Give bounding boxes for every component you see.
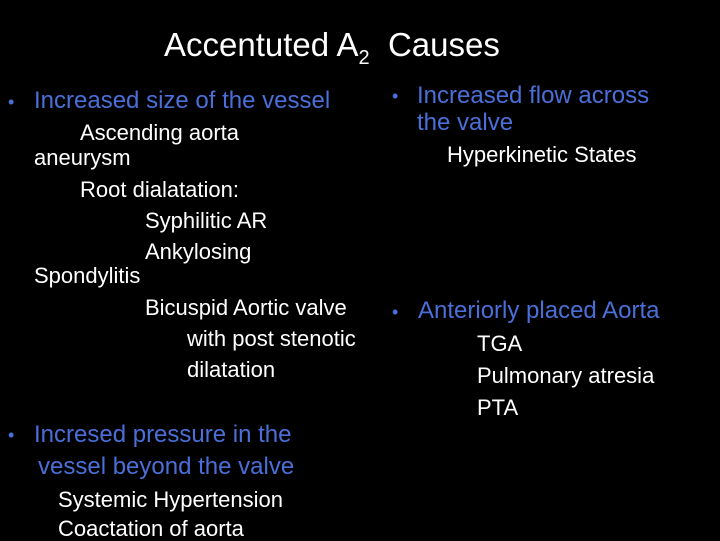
- bullet-anterior: •: [392, 302, 399, 322]
- text-tga: TGA: [477, 331, 523, 356]
- text-pulmonary-atresia: Pulmonary atresia: [477, 363, 655, 388]
- heading-pressure-line2: vessel beyond the valve: [38, 453, 295, 480]
- bullet-flow: •: [392, 86, 399, 106]
- heading-flow-line1: Increased flow across: [417, 82, 650, 109]
- bullet-pressure: •: [8, 425, 15, 445]
- text-coactation-aorta: Coactation of aorta: [58, 516, 244, 541]
- text-pta: PTA: [477, 395, 519, 420]
- text-root-dialatation: Root dialatation:: [80, 177, 239, 202]
- text-bicuspid-aortic-valve: Bicuspid Aortic valve: [145, 295, 347, 320]
- text-hyperkinetic-states: Hyperkinetic States: [447, 142, 637, 167]
- slide-title: [164, 28, 500, 68]
- heading-pressure-line1: Incresed pressure in the: [34, 421, 292, 448]
- title-main: Accentuted A: [164, 26, 359, 63]
- heading-anterior-aorta: Anteriorly placed Aorta: [418, 297, 660, 324]
- text-ascending-aorta: Ascending aorta: [80, 120, 239, 145]
- heading-flow-line2: the valve: [417, 109, 514, 136]
- heading-vessel-size: Increased size of the vessel: [34, 87, 331, 114]
- title-subscript: 2: [358, 47, 370, 69]
- bullet-vessel-size: •: [8, 92, 15, 112]
- text-post-stenotic: with post stenotic: [187, 326, 356, 351]
- title-rest: Causes: [387, 26, 500, 63]
- text-syphilitic-ar: Syphilitic AR: [145, 208, 268, 233]
- text-dilatation: dilatation: [187, 357, 276, 382]
- text-aneurysm: aneurysm: [34, 145, 131, 170]
- text-systemic-hypertension: Systemic Hypertension: [58, 487, 283, 512]
- text-ankylosing: Ankylosing: [145, 239, 252, 264]
- text-spondylitis: Spondylitis: [34, 263, 141, 288]
